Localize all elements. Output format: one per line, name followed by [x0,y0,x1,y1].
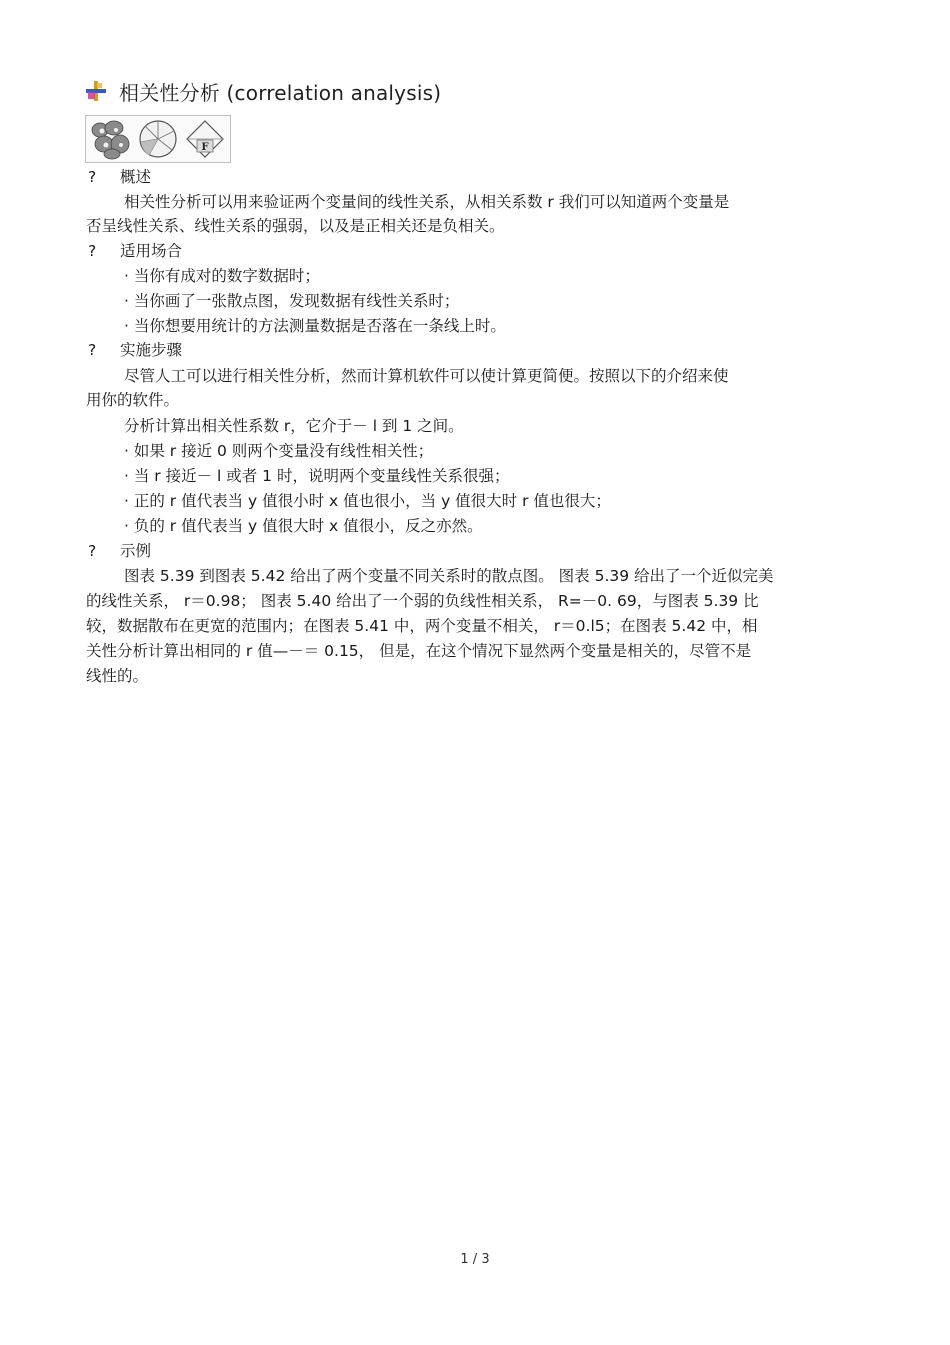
question-bullet: ? [88,341,97,359]
colored-cross-icon [85,80,107,102]
list-item: · 当你想要用统计的方法测量数据是否落在一条线上时。 [124,317,506,335]
overview-line: 否呈线性关系、线性关系的强弱，以及是正相关还是负相关。 [86,217,505,235]
example-line: 图表 5.39 到图表 5.42 给出了两个变量不同关系时的散点图。 图表 5.39 给出了一个近似完美 [124,567,774,585]
page-indicator: 1 / 3 [460,1252,490,1267]
list-item: · 负的 r 值代表当 y 值很大时 x 值很小，反之亦然。 [124,517,483,535]
question-bullet: ? [88,542,97,560]
steps-line: 分析计算出相关性系数 r，它介于－ l 到 1 之间。 [124,417,464,435]
overview-line: 相关性分析可以用来验证两个变量间的线性关系，从相关系数 r 我们可以知道两个变量是 [124,193,730,211]
example-line: 关性分析计算出相同的 r 值—－＝ 0.15， 但是，在这个情况下显然两个变量是相关的，尽管不是 [86,642,752,660]
steps-line: 尽管人工可以进行相关性分析，然而计算机软件可以使计算更简便。按照以下的介绍来使 [124,367,729,385]
list-item: · 正的 r 值代表当 y 值很小时 x 值也很小，当 y 值很大时 r 值也很大； [124,492,611,510]
section-heading-steps: 实施步骤 [120,341,183,359]
scatter-cloud-thumbnail [90,118,132,160]
steps-line: 用你的软件。 [86,391,180,409]
example-line: 较，数据散布在更宽的范围内；在图表 5.41 中，两个变量不相关， r＝0.l5；在图表 5.42 中，相 [86,617,758,635]
page-title: 相关性分析 (correlation analysis) [119,80,442,105]
section-heading-usage: 适用场合 [120,242,183,260]
question-bullet: ? [88,168,97,186]
example-line: 线性的。 [86,667,149,685]
list-item: · 当你画了一张散点图，发现数据有线性关系时； [124,292,460,310]
list-item: · 如果 r 接近 0 则两个变量没有线性相关性； [124,442,434,460]
list-item: · 当 r 接近－ l 或者 1 时，说明两个变量线性关系很强； [124,467,510,485]
diamond-F-thumbnail [184,118,226,160]
thumbnail-strip [85,115,231,163]
section-heading-example: 示例 [120,542,152,560]
svg-text:F: F [201,142,209,153]
section-heading-overview: 概述 [120,168,152,186]
title-row [85,78,441,104]
list-item: · 当你有成对的数字数据时； [124,267,320,285]
pie-circle-thumbnail [137,118,179,160]
example-line: 的线性关系， r＝0.98； 图表 5.40 给出了一个弱的负线性相关系， R=－0. 69，与图表 5.39 比 [86,592,759,610]
question-bullet: ? [88,242,97,260]
